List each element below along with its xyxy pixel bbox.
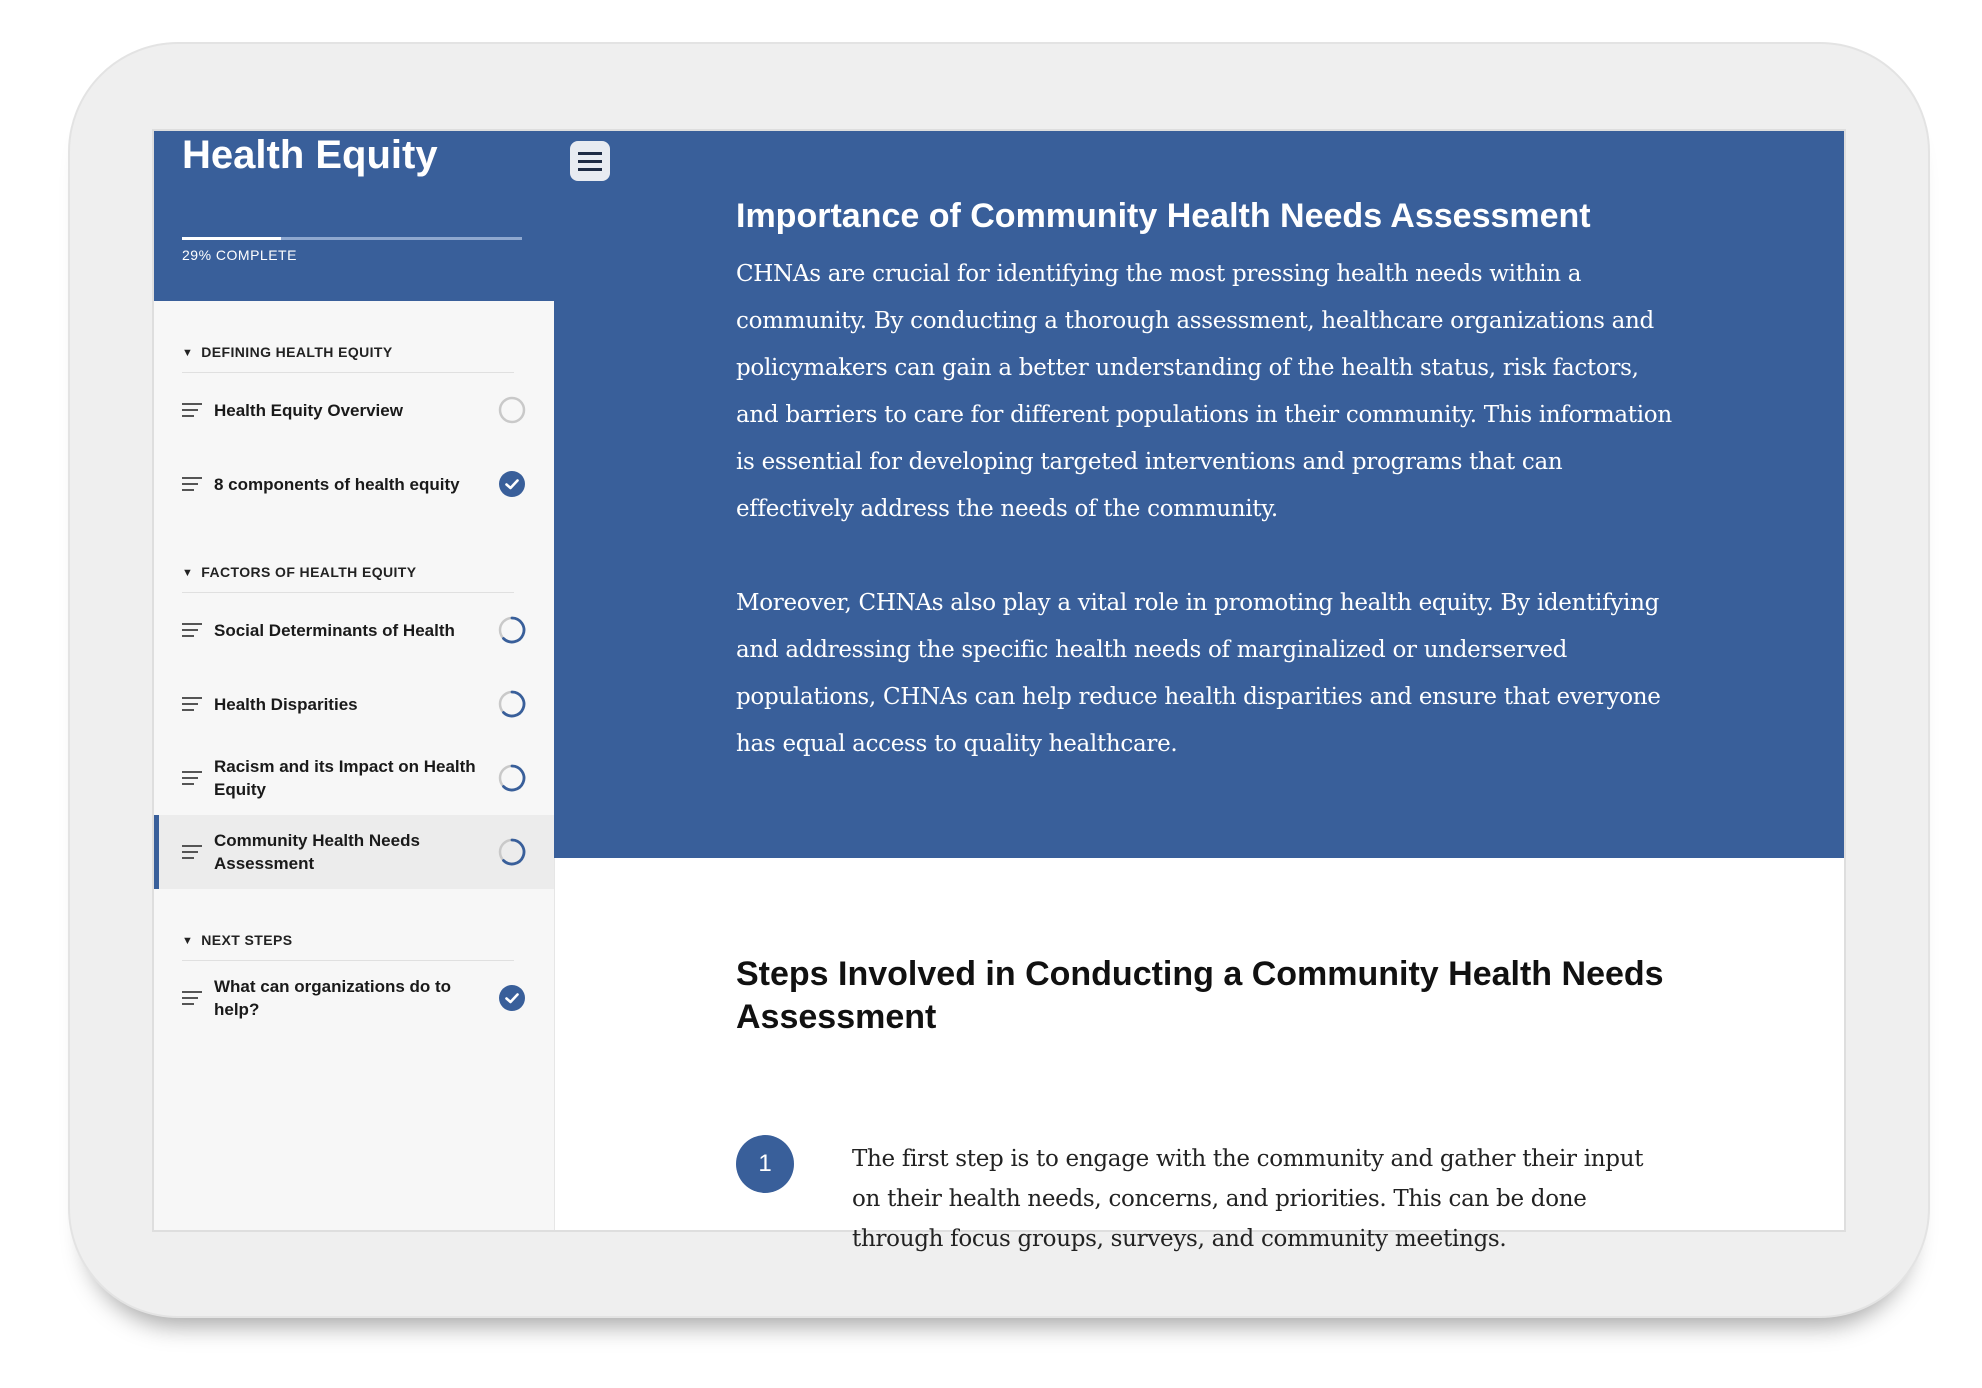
lesson-item[interactable]: [154, 373, 554, 447]
hamburger-icon-line: [578, 168, 602, 171]
hero-block: [554, 131, 1844, 858]
lesson-label: Health Equity Overview: [214, 400, 403, 420]
course-sidebar: [154, 131, 555, 1230]
menu-toggle-button[interactable]: [570, 141, 610, 181]
progress-ring-icon: [498, 690, 526, 718]
course-progress-bar: [182, 237, 522, 240]
step-number-badge: 1: [736, 1135, 794, 1193]
section-title: NEXT STEPS: [201, 932, 293, 948]
lesson-item[interactable]: [154, 815, 554, 889]
text-lines-icon: [182, 991, 202, 1005]
lesson-label: What can organizations do to help?: [214, 977, 452, 1019]
lesson-item[interactable]: [154, 447, 554, 521]
lesson-item[interactable]: [154, 593, 554, 667]
lesson-item[interactable]: [154, 667, 554, 741]
hamburger-icon-line: [578, 160, 602, 163]
lesson-label: Community Health Needs Assessment: [214, 831, 420, 873]
lesson-label: Racism and its Impact on Health Equity: [214, 757, 476, 799]
lesson-item[interactable]: [154, 961, 554, 1035]
steps-heading: Steps Involved in Conducting a Community Health Needs Assessment: [736, 955, 1664, 1036]
lesson-label: Health Disparities: [214, 694, 358, 714]
lesson-content: [554, 131, 1844, 1230]
text-lines-icon: [182, 403, 202, 417]
text-lines-icon: [182, 845, 202, 859]
section-header[interactable]: [182, 911, 514, 961]
lesson-label: 8 components of health equity: [214, 474, 460, 494]
text-lines-icon: [182, 771, 202, 785]
lesson-label: Social Determinants of Health: [214, 620, 455, 640]
caret-down-icon: ▼: [182, 567, 194, 579]
progress-ring-icon: [498, 764, 526, 792]
app-screen: [152, 129, 1846, 1252]
section-title: DEFINING HEALTH EQUITY: [201, 344, 393, 360]
course-header: [154, 131, 554, 301]
progress-ring-icon: [498, 838, 526, 866]
hero-paragraph: CHNAs are crucial for identifying the most pressing health needs within a community. By conducting a thorough assessment, healthcare organizations and policymakers can gain a better understanding of the health status, risk factors, and barriers to care for different populations in their community. This information is essential for developing targeted interventions and programs that can effectively address the needs of the community.: [736, 261, 1672, 522]
step-text: The first step is to engage with the community and gather their input on their health needs, concerns, and priorities. This can be done through focus groups, surveys, and community meetings.: [852, 1146, 1644, 1252]
empty-circle-icon: [498, 396, 526, 424]
text-lines-icon: [182, 697, 202, 711]
check-circle-icon: [498, 984, 526, 1012]
lesson-list: [154, 301, 554, 1035]
lesson-item[interactable]: [154, 741, 554, 815]
course-progress-label: 29% COMPLETE: [182, 247, 297, 263]
section-header[interactable]: [182, 323, 514, 373]
progress-ring-icon: [498, 616, 526, 644]
text-lines-icon: [182, 477, 202, 491]
hero-body: [736, 251, 1676, 815]
check-circle-icon: [498, 470, 526, 498]
course-title: Health Equity: [182, 133, 438, 177]
hero-paragraph: Moreover, CHNAs also play a vital role in promoting health equity. By identifying and addressing the specific health needs of marginalized or underserved populations, CHNAs can help reduce health disparities and ensure that everyone has equal access to quality healthcare.: [736, 590, 1661, 757]
text-lines-icon: [182, 623, 202, 637]
course-progress-fill: [182, 237, 281, 240]
hamburger-icon: [578, 152, 602, 155]
section-header[interactable]: [182, 543, 514, 593]
caret-down-icon: ▼: [182, 347, 194, 359]
caret-down-icon: ▼: [182, 935, 194, 947]
section-title: FACTORS OF HEALTH EQUITY: [201, 564, 417, 580]
hero-title: Importance of Community Health Needs Assessment: [736, 197, 1591, 235]
